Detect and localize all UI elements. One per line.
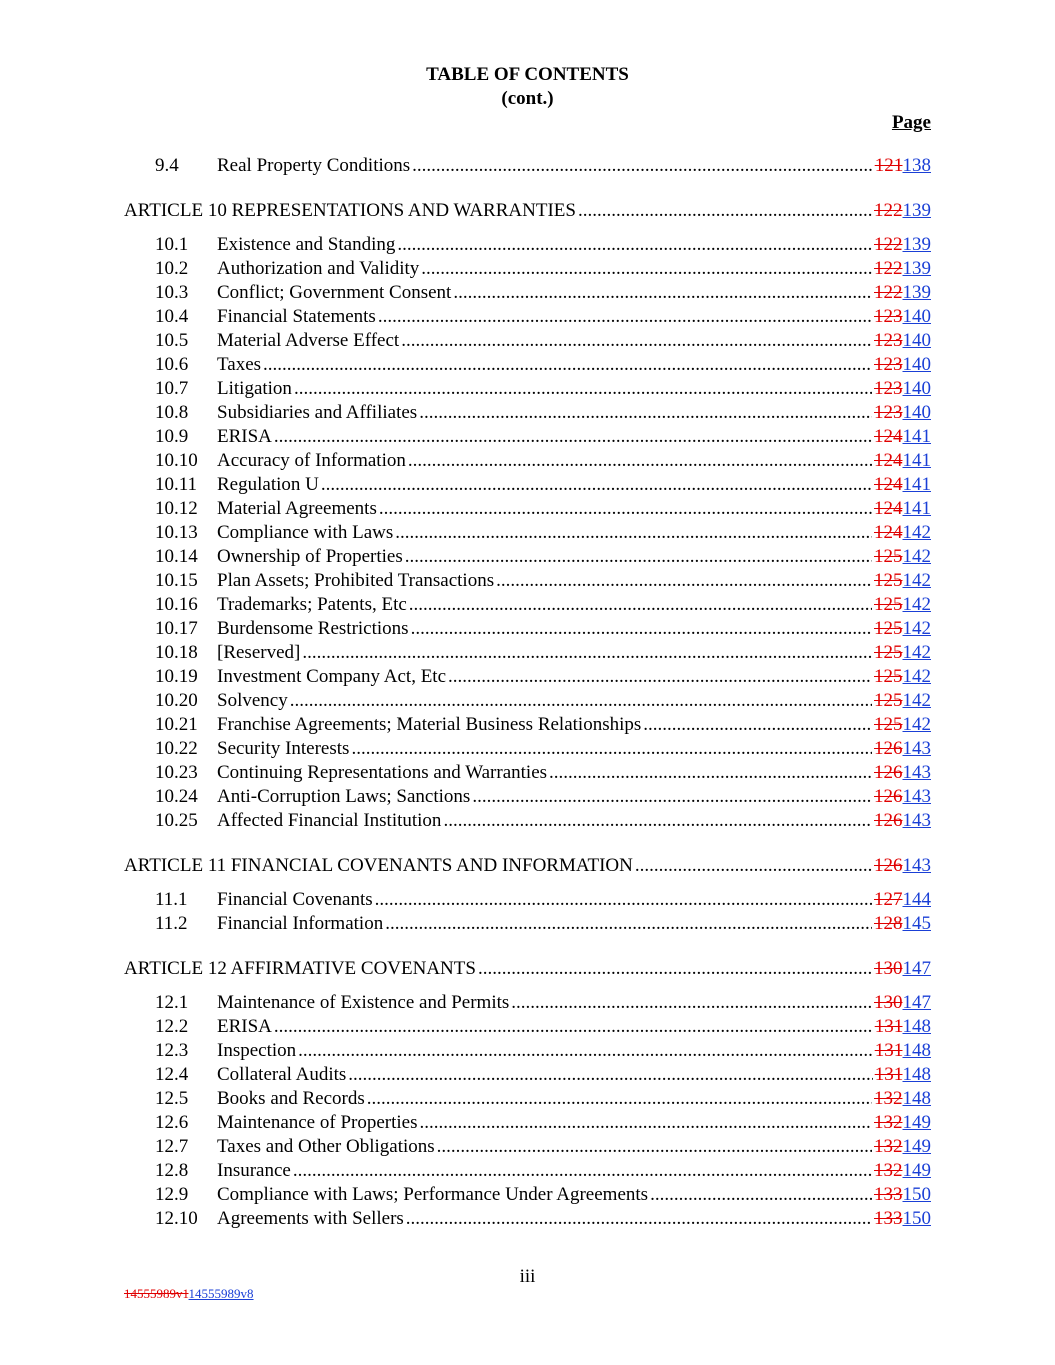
page-number-inserted-link[interactable]: 139	[902, 258, 931, 279]
page-reference	[875, 1039, 931, 1063]
toc-section-row[interactable]	[0, 401, 931, 425]
section-number: 10.5	[155, 330, 189, 351]
page-reference	[874, 809, 931, 833]
page-reference	[874, 401, 931, 425]
page-reference	[874, 1183, 931, 1207]
section-title: Books and Records	[217, 1088, 365, 1109]
toc-section-row[interactable]	[0, 521, 931, 545]
section-number: 10.19	[155, 666, 198, 687]
toc-section-row[interactable]	[0, 449, 931, 473]
page-number-deleted: 128	[874, 913, 903, 934]
section-number: 10.1	[155, 234, 189, 255]
page-reference	[874, 1111, 931, 1135]
dot-leader	[421, 257, 872, 281]
dot-leader	[635, 854, 872, 878]
article-title: ARTICLE 11 FINANCIAL COVENANTS AND INFORMATION	[124, 855, 633, 876]
section-title: Anti-Corruption Laws; Sanctions	[217, 786, 471, 807]
page-number-inserted-link[interactable]: 147	[902, 958, 931, 979]
document-id-deleted: 14555989v1	[124, 1286, 189, 1301]
page-reference	[874, 854, 931, 878]
toc-section-row[interactable]	[0, 1159, 931, 1183]
section-title: Collateral Audits	[217, 1064, 347, 1085]
toc-section-row[interactable]	[0, 617, 931, 641]
section-title: Subsidiaries and Affiliates	[217, 402, 418, 423]
section-number: 10.4	[155, 306, 189, 327]
page-number-deleted: 130	[874, 992, 903, 1013]
dot-leader	[367, 1087, 872, 1111]
dot-leader	[453, 281, 872, 305]
page-number-deleted: 131	[874, 1040, 903, 1061]
section-number: 10.25	[155, 810, 198, 831]
document-id-inserted: 14555989v8	[188, 1286, 254, 1301]
section-title: Real Property Conditions	[217, 155, 411, 176]
page-number-inserted-link[interactable]: 148	[902, 1040, 931, 1061]
dot-leader	[263, 353, 872, 377]
section-number: 10.21	[155, 714, 198, 735]
section-number: 10.14	[155, 546, 198, 567]
section-title: Financial Covenants	[217, 889, 373, 910]
page-number-inserted-link[interactable]: 142	[902, 714, 931, 735]
dot-leader	[379, 497, 872, 521]
toc-article-row[interactable]	[0, 957, 931, 981]
section-title: Material Agreements	[217, 498, 377, 519]
section-title: Continuing Representations and Warranties	[217, 762, 548, 783]
dot-leader	[375, 888, 872, 912]
section-title: Compliance with Laws; Performance Under Agreements	[217, 1184, 649, 1205]
section-title: Solvency	[217, 690, 288, 711]
toc-article-row[interactable]	[0, 199, 931, 223]
page-number-inserted-link[interactable]: 142	[902, 570, 931, 591]
page-reference	[875, 1063, 931, 1087]
section-title: ERISA	[217, 426, 272, 447]
page-number-inserted-link[interactable]: 142	[902, 594, 931, 615]
page-number-inserted-link[interactable]: 145	[902, 913, 931, 934]
page-reference	[874, 761, 931, 785]
page-number-deleted: 125	[874, 618, 903, 639]
page-number-inserted-link[interactable]: 147	[902, 992, 931, 1013]
page-reference	[874, 991, 931, 1015]
page-reference	[874, 912, 931, 936]
toc-title: TABLE OF CONTENTS	[426, 64, 629, 85]
toc-section-row[interactable]	[0, 713, 931, 737]
page-reference	[875, 154, 931, 178]
section-number: 12.3	[155, 1040, 189, 1061]
toc-section-row[interactable]	[0, 1015, 931, 1039]
page-number-inserted-link[interactable]: 149	[902, 1160, 931, 1181]
page-reference	[874, 665, 931, 689]
dot-leader	[401, 329, 872, 353]
section-number: 10.22	[155, 738, 198, 759]
toc-section-row[interactable]	[0, 353, 931, 377]
page-number-deleted: 125	[874, 666, 903, 687]
toc-section-row[interactable]	[0, 1039, 931, 1063]
page-number-inserted-link[interactable]: 150	[902, 1208, 931, 1229]
page-number-inserted-link[interactable]: 148	[902, 1088, 931, 1109]
page-reference	[874, 353, 931, 377]
section-title: Burdensome Restrictions	[217, 618, 409, 639]
page-reference	[874, 545, 931, 569]
page-number-deleted: 126	[874, 855, 903, 876]
section-title: Taxes and Other Obligations	[217, 1136, 435, 1157]
toc-section-row[interactable]	[0, 233, 931, 257]
page-number-inserted-link[interactable]: 138	[902, 155, 931, 176]
dot-leader	[409, 593, 872, 617]
page-number-inserted-link[interactable]: 141	[902, 426, 931, 447]
page-reference	[874, 281, 931, 305]
section-number: 11.1	[155, 889, 188, 910]
dot-leader	[405, 545, 872, 569]
page-reference	[874, 641, 931, 665]
page-number-deleted: 124	[874, 474, 903, 495]
page-reference	[874, 233, 931, 257]
page-reference	[874, 1135, 931, 1159]
article-title: ARTICLE 10 REPRESENTATIONS AND WARRANTIES	[124, 200, 576, 221]
dot-leader	[549, 761, 872, 785]
page-reference	[874, 257, 931, 281]
section-number: 9.4	[155, 155, 179, 176]
section-title: Regulation U	[217, 474, 319, 495]
page-number-deleted: 124	[874, 498, 903, 519]
section-title: Trademarks; Patents, Etc	[217, 594, 407, 615]
page-reference	[874, 888, 931, 912]
section-title: Agreements with Sellers	[217, 1208, 404, 1229]
section-title: Litigation	[217, 378, 292, 399]
dot-leader	[397, 233, 872, 257]
toc-section-row[interactable]	[0, 545, 931, 569]
page-number-deleted: 125	[874, 714, 903, 735]
page-reference	[874, 377, 931, 401]
page-number-deleted: 125	[874, 690, 903, 711]
page-number-deleted: 125	[874, 546, 903, 567]
page-number-deleted: 122	[874, 234, 903, 255]
page-number-inserted-link[interactable]: 141	[902, 450, 931, 471]
dot-leader	[378, 305, 872, 329]
page-number-deleted: 124	[874, 522, 903, 543]
section-number: 10.16	[155, 594, 198, 615]
page-reference	[874, 305, 931, 329]
section-number: 10.8	[155, 402, 189, 423]
section-title: Plan Assets; Prohibited Transactions	[217, 570, 495, 591]
page-number-inserted-link[interactable]: 142	[902, 642, 931, 663]
section-title: Investment Company Act, Etc	[217, 666, 447, 687]
section-number: 10.10	[155, 450, 198, 471]
section-number: 12.1	[155, 992, 189, 1013]
dot-leader	[290, 689, 872, 713]
dot-leader	[395, 521, 872, 545]
toc-section-row[interactable]	[0, 888, 931, 912]
page-number-deleted: 123	[874, 378, 903, 399]
page-reference	[874, 473, 931, 497]
page-number-inserted-link[interactable]: 140	[902, 402, 931, 423]
toc-section-row[interactable]	[0, 497, 931, 521]
section-title: Ownership of Properties	[217, 546, 403, 567]
page-number-deleted: 123	[874, 306, 903, 327]
section-title: Security Interests	[217, 738, 350, 759]
toc-section-row[interactable]	[0, 785, 931, 809]
page-reference	[874, 737, 931, 761]
toc-section-row[interactable]	[0, 593, 931, 617]
page-number-inserted-link[interactable]: 142	[902, 546, 931, 567]
toc-section-row[interactable]	[0, 1063, 931, 1087]
page-reference	[874, 199, 931, 223]
toc-list	[0, 154, 1055, 1231]
page-number-deleted: 133	[874, 1184, 903, 1205]
page-reference	[874, 449, 931, 473]
section-title: Compliance with Laws	[217, 522, 394, 543]
toc-section-row[interactable]	[0, 809, 931, 833]
dot-leader	[437, 1135, 872, 1159]
page-number-inserted-link[interactable]: 141	[902, 474, 931, 495]
dot-leader	[294, 377, 872, 401]
page-number-inserted-link[interactable]: 143	[902, 855, 931, 876]
section-title: Inspection	[217, 1040, 297, 1061]
dot-leader	[274, 1015, 873, 1039]
dot-leader	[496, 569, 872, 593]
section-number: 12.10	[155, 1208, 198, 1229]
section-number: 12.7	[155, 1136, 189, 1157]
toc-section-row[interactable]	[0, 377, 931, 401]
page-number-deleted: 123	[874, 354, 903, 375]
page-number-deleted: 123	[874, 330, 903, 351]
dot-leader	[351, 737, 872, 761]
section-title: Insurance	[217, 1160, 291, 1181]
dot-leader	[472, 785, 872, 809]
page-number-inserted-link[interactable]: 150	[902, 1184, 931, 1205]
section-number: 10.13	[155, 522, 198, 543]
section-number: 10.18	[155, 642, 198, 663]
dot-leader	[419, 1111, 872, 1135]
footer-page-number: iii	[519, 1266, 536, 1287]
toc-section-row[interactable]	[0, 689, 931, 713]
page-reference	[874, 425, 931, 449]
section-title: Maintenance of Properties	[217, 1112, 418, 1133]
section-title: Existence and Standing	[217, 234, 396, 255]
dot-leader	[302, 641, 872, 665]
page-reference	[874, 785, 931, 809]
section-title: Material Adverse Effect	[217, 330, 400, 351]
page-number-inserted-link[interactable]: 140	[902, 306, 931, 327]
page-number-inserted-link[interactable]: 141	[902, 498, 931, 519]
toc-section-row[interactable]	[0, 737, 931, 761]
article-title: ARTICLE 12 AFFIRMATIVE COVENANTS	[124, 958, 476, 979]
page-number-inserted-link[interactable]: 143	[902, 786, 931, 807]
toc-subtitle: (cont.)	[501, 88, 554, 109]
page-number-inserted-link[interactable]: 142	[902, 666, 931, 687]
section-title: Accuracy of Information	[217, 450, 406, 471]
page-number-deleted: 132	[874, 1088, 903, 1109]
toc-section-row[interactable]	[0, 329, 931, 353]
page-number-inserted-link[interactable]: 149	[902, 1136, 931, 1157]
page-number-deleted: 132	[874, 1160, 903, 1181]
dot-leader	[478, 957, 872, 981]
dot-leader	[412, 154, 873, 178]
page-number-inserted-link[interactable]: 140	[902, 330, 931, 351]
dot-leader	[650, 1183, 872, 1207]
toc-section-row[interactable]	[0, 257, 931, 281]
section-number: 10.3	[155, 282, 189, 303]
dot-leader	[348, 1063, 872, 1087]
page-number-deleted: 123	[874, 402, 903, 423]
section-title: Financial Statements	[217, 306, 376, 327]
toc-section-row[interactable]	[0, 281, 931, 305]
page-number-inserted-link[interactable]: 148	[902, 1016, 931, 1037]
page-reference	[874, 957, 931, 981]
section-title: Franchise Agreements; Material Business Relationships	[217, 714, 642, 735]
toc-section-row[interactable]	[0, 425, 931, 449]
page-number-inserted-link[interactable]: 139	[902, 282, 931, 303]
toc-section-row[interactable]	[0, 1183, 931, 1207]
toc-section-row[interactable]	[0, 912, 931, 936]
page-reference	[874, 617, 931, 641]
dot-leader	[408, 449, 872, 473]
section-title: Authorization and Validity	[217, 258, 420, 279]
section-number: 10.6	[155, 354, 189, 375]
page-number-inserted-link[interactable]: 140	[902, 354, 931, 375]
page-reference	[875, 1015, 931, 1039]
section-number: 12.4	[155, 1064, 189, 1085]
dot-leader	[443, 809, 872, 833]
section-number: 10.15	[155, 570, 198, 591]
page-number-inserted-link[interactable]: 143	[902, 738, 931, 759]
dot-leader	[511, 991, 872, 1015]
section-number: 10.23	[155, 762, 198, 783]
page-number-deleted: 127	[874, 889, 903, 910]
page-number-deleted: 131	[874, 1064, 903, 1085]
page-reference	[874, 1159, 931, 1183]
page-number-inserted-link[interactable]: 139	[902, 200, 931, 221]
page-reference	[874, 521, 931, 545]
section-number: 10.12	[155, 498, 198, 519]
dot-leader	[274, 425, 872, 449]
page-number-deleted: 132	[874, 1136, 903, 1157]
page-number-deleted: 122	[874, 200, 903, 221]
page-reference	[874, 713, 931, 737]
page-reference	[874, 1087, 931, 1111]
section-title: Financial Information	[217, 913, 384, 934]
toc-section-row[interactable]	[0, 665, 931, 689]
page-number-deleted: 133	[874, 1208, 903, 1229]
section-number: 10.7	[155, 378, 189, 399]
dot-leader	[293, 1159, 872, 1183]
section-number: 11.2	[155, 913, 188, 934]
dot-leader	[411, 617, 872, 641]
section-number: 10.2	[155, 258, 189, 279]
section-title: Taxes	[217, 354, 262, 375]
page-number-inserted-link[interactable]: 140	[902, 378, 931, 399]
toc-section-row[interactable]	[0, 641, 931, 665]
page-number-inserted-link[interactable]: 142	[902, 690, 931, 711]
toc-article-row[interactable]	[0, 854, 931, 878]
section-number: 12.9	[155, 1184, 189, 1205]
dot-leader	[419, 401, 872, 425]
dot-leader	[298, 1039, 873, 1063]
page-number-inserted-link[interactable]: 143	[902, 810, 931, 831]
page-number-deleted: 122	[874, 282, 903, 303]
section-number: 10.20	[155, 690, 198, 711]
section-title: ERISA	[217, 1016, 272, 1037]
section-number: 12.6	[155, 1112, 189, 1133]
page-number-inserted-link[interactable]: 142	[902, 522, 931, 543]
page-reference	[874, 329, 931, 353]
toc-section-row[interactable]	[0, 569, 931, 593]
dot-leader	[643, 713, 872, 737]
page-number-inserted-link[interactable]: 143	[902, 762, 931, 783]
toc-section-row[interactable]	[0, 761, 931, 785]
page-number-deleted: 125	[874, 570, 903, 591]
section-title: Maintenance of Existence and Permits	[217, 992, 510, 1013]
dot-leader	[406, 1207, 872, 1231]
dot-leader	[578, 199, 872, 223]
page-number-deleted: 126	[874, 762, 903, 783]
page-number-inserted-link[interactable]: 139	[902, 234, 931, 255]
section-title: Affected Financial Institution	[217, 810, 442, 831]
section-number: 12.8	[155, 1160, 189, 1181]
section-title: Conflict; Government Consent	[217, 282, 452, 303]
page-number-inserted-link[interactable]: 148	[902, 1064, 931, 1085]
page-number-deleted: 126	[874, 786, 903, 807]
page-number-deleted: 132	[874, 1112, 903, 1133]
dot-leader	[385, 912, 872, 936]
dot-leader	[321, 473, 872, 497]
page-number-inserted-link[interactable]: 142	[902, 618, 931, 639]
page-number-deleted: 126	[874, 738, 903, 759]
toc-section-row[interactable]	[0, 305, 931, 329]
page-number-inserted-link[interactable]: 149	[902, 1112, 931, 1133]
section-number: 12.2	[155, 1016, 189, 1037]
page-number-deleted: 125	[874, 642, 903, 663]
toc-section-row[interactable]	[0, 1087, 931, 1111]
toc-section-row[interactable]	[0, 1135, 931, 1159]
toc-section-row[interactable]	[0, 1207, 931, 1231]
toc-section-row[interactable]	[0, 1111, 931, 1135]
section-number: 10.11	[155, 474, 198, 495]
toc-section-row[interactable]	[0, 473, 931, 497]
page-number-deleted: 130	[874, 958, 903, 979]
section-number: 10.24	[155, 786, 198, 807]
document-id	[124, 1286, 254, 1302]
page-reference	[874, 497, 931, 521]
page-number-deleted: 126	[874, 810, 903, 831]
section-number: 10.9	[155, 426, 189, 447]
page-reference	[874, 1207, 931, 1231]
dot-leader	[448, 665, 872, 689]
page-reference	[874, 689, 931, 713]
toc-section-row[interactable]	[0, 991, 931, 1015]
page-number-deleted: 121	[874, 155, 903, 176]
page-reference	[874, 569, 931, 593]
page-number-inserted-link[interactable]: 144	[902, 889, 931, 910]
toc-section-row[interactable]	[0, 154, 931, 178]
page-number-deleted: 124	[874, 426, 903, 447]
page-number-deleted: 125	[874, 594, 903, 615]
page-number-deleted: 124	[874, 450, 903, 471]
page-column-header: Page	[891, 112, 931, 133]
section-title: [Reserved]	[217, 642, 301, 663]
page-reference	[874, 593, 931, 617]
page-number-deleted: 131	[874, 1016, 903, 1037]
section-number: 12.5	[155, 1088, 189, 1109]
section-number: 10.17	[155, 618, 198, 639]
page-number-deleted: 122	[874, 258, 903, 279]
